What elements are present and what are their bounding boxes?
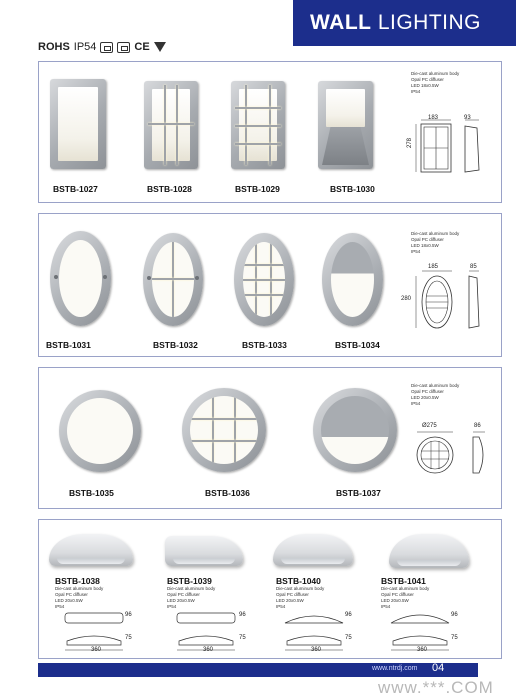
dimension-height: 96 xyxy=(239,612,246,618)
dimension-width: 360 xyxy=(91,647,102,653)
product-image-1027 xyxy=(50,79,106,169)
product-code: BSTB-1040 xyxy=(276,576,321,586)
spec-text: Die-cast aluminum body Opal PC diffuser LED 18x0.5W IP54 xyxy=(411,71,460,94)
product-panel-rectangular xyxy=(38,61,502,203)
product-image-1030 xyxy=(318,81,373,169)
product-image-1031 xyxy=(50,231,111,326)
product-image-1040 xyxy=(273,534,353,566)
page-title xyxy=(310,11,481,35)
product-code: BSTB-1028 xyxy=(147,184,192,194)
dimension-drawing-oval xyxy=(407,266,497,338)
spec-text: Die-cast aluminum body Opal PC diffuser LED 20x0.5W IP54 xyxy=(55,586,104,609)
dimension-depth: 85 xyxy=(470,264,477,270)
spec-text: Die-cast aluminum body Opal PC diffuser LED 20x0.5W IP54 xyxy=(276,586,325,609)
product-image-1034 xyxy=(322,233,383,326)
product-panel-curved xyxy=(38,519,502,659)
product-image-1038 xyxy=(49,534,133,566)
triangle-cert-icon xyxy=(154,42,166,52)
product-code: BSTB-1029 xyxy=(235,184,280,194)
product-code: BSTB-1037 xyxy=(336,488,381,498)
dimension-width: 360 xyxy=(203,647,214,653)
title-bold: WALL xyxy=(310,11,372,34)
spec-text: Die-cast aluminum body Opal PC diffuser LED 20x0.5W IP54 xyxy=(167,586,216,609)
dimension-drawing-round xyxy=(407,423,497,483)
title-light: LIGHTING xyxy=(377,11,482,34)
dimension-height: 280 xyxy=(401,296,412,302)
product-code: BSTB-1038 xyxy=(55,576,100,586)
product-image-1039 xyxy=(165,536,243,566)
dimension-width: 185 xyxy=(428,264,439,270)
product-image-1028 xyxy=(144,81,198,169)
product-code: BSTB-1031 xyxy=(46,340,91,350)
class-cert-icon xyxy=(117,42,130,53)
product-image-1033 xyxy=(234,233,294,326)
product-image-1036 xyxy=(182,388,266,472)
dimension-depth: 93 xyxy=(464,115,471,121)
spec-text: Die-cast aluminum body Opal PC diffuser LED 20x0.5W IP54 xyxy=(381,586,430,609)
dimension-depth: 75 xyxy=(345,635,352,641)
dimension-depth: 75 xyxy=(451,635,458,641)
ce-mark: CE xyxy=(134,41,150,53)
dimension-depth: 86 xyxy=(474,423,481,429)
product-code: BSTB-1035 xyxy=(69,488,114,498)
product-image-1032 xyxy=(143,233,203,326)
footer-url[interactable]: www.ntrdj.com xyxy=(372,665,418,672)
certification-row xyxy=(38,40,166,54)
dimension-height: 96 xyxy=(345,612,352,618)
dimension-height: 96 xyxy=(125,612,132,618)
watermark: www.***.COM xyxy=(378,678,494,697)
product-code: BSTB-1033 xyxy=(242,340,287,350)
rohs-label: ROHS xyxy=(38,41,70,53)
product-code: BSTB-1034 xyxy=(335,340,380,350)
dimension-depth: 75 xyxy=(239,635,246,641)
dimension-width: 360 xyxy=(417,647,428,653)
dimension-height: 278 xyxy=(407,137,414,149)
spec-text: Die-cast aluminum body Opal PC diffuser LED 20x0.5W IP54 xyxy=(411,383,460,406)
dimension-depth: 75 xyxy=(125,635,132,641)
dimension-width: 183 xyxy=(428,115,439,121)
dimension-width: 360 xyxy=(311,647,322,653)
dimension-diameter: Ø275 xyxy=(422,423,437,429)
product-panel-round xyxy=(38,367,502,509)
page-number: 04 xyxy=(432,662,445,674)
product-code: BSTB-1036 xyxy=(205,488,250,498)
product-image-1029 xyxy=(231,81,285,169)
ip-rating: IP54 xyxy=(73,41,97,53)
product-panel-oval xyxy=(38,213,502,357)
led-cert-icon xyxy=(100,42,113,53)
product-code: BSTB-1041 xyxy=(381,576,426,586)
product-image-1041 xyxy=(389,534,469,568)
product-code: BSTB-1027 xyxy=(53,184,98,194)
product-code: BSTB-1039 xyxy=(167,576,212,586)
product-code: BSTB-1030 xyxy=(330,184,375,194)
dimension-drawing-rect xyxy=(407,114,497,182)
product-image-1035 xyxy=(59,390,141,472)
dimension-height: 96 xyxy=(451,612,458,618)
product-image-1037 xyxy=(313,388,397,472)
spec-text: Die-cast aluminum body Opal PC diffuser LED 18x0.5W IP54 xyxy=(411,231,460,254)
product-code: BSTB-1032 xyxy=(153,340,198,350)
